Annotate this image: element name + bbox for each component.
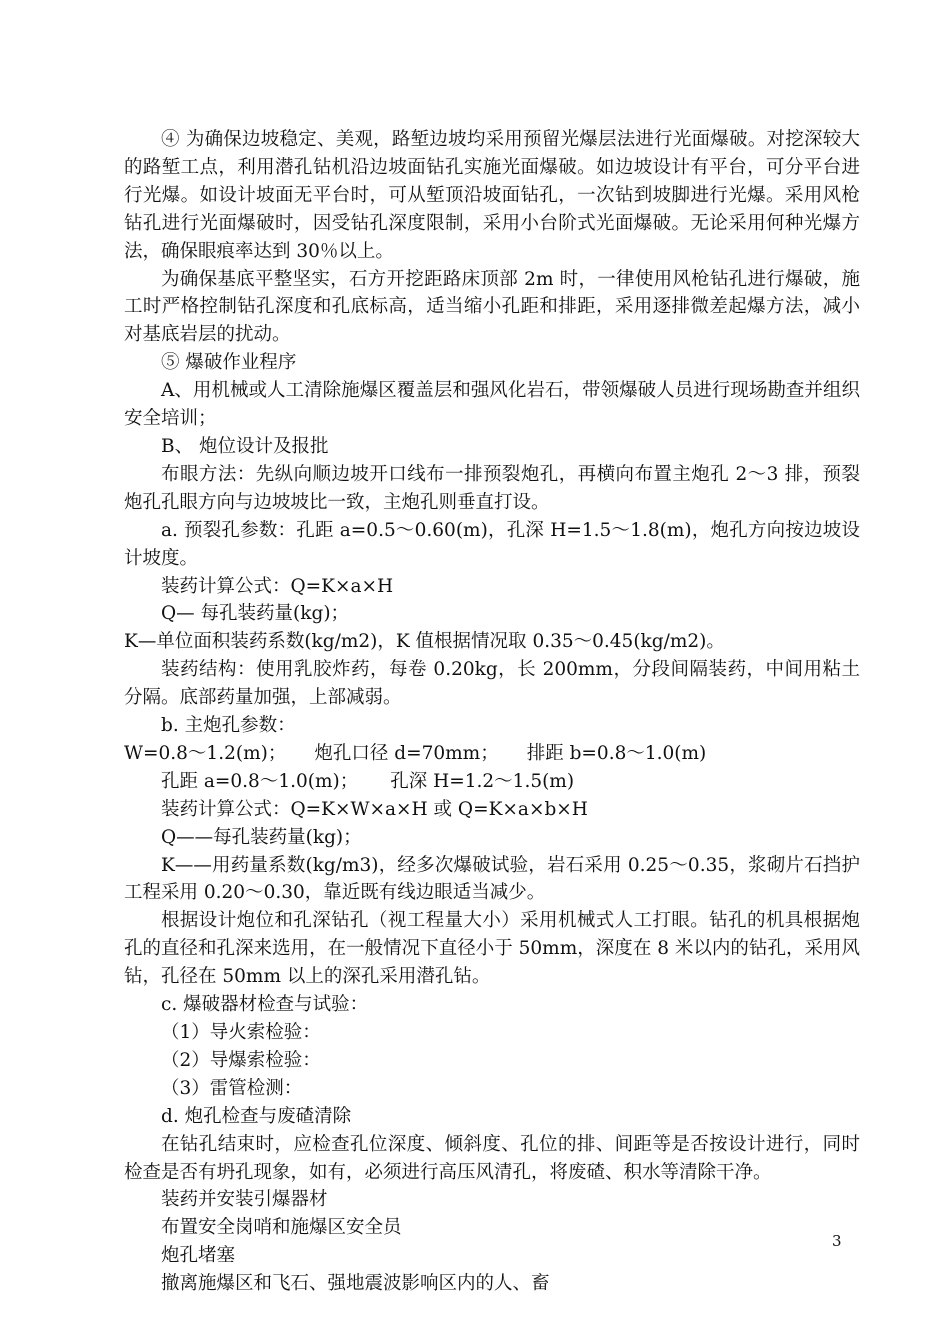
document-body	[124, 126, 860, 1298]
definition-q2: Q——每孔装药量(kg)；	[161, 826, 362, 848]
item-fuse-check: （1）导火索检验：	[161, 1022, 321, 1043]
heading-materials-check: c. 爆破器材检查与试验：	[161, 994, 369, 1016]
formula-presplit: 装药计算公式：Q=K×a×H	[161, 575, 394, 597]
paragraph-presplit-params: a. 预裂孔参数：孔距 a=0.5～0.60(m)，孔深 H=1.5～1.8(m)，炮孔方向按边坡设计坡度。	[124, 519, 860, 569]
main-hole-params-line2	[124, 768, 860, 796]
step-stemming: 炮孔堵塞	[161, 1245, 236, 1267]
definition-k2: K——用药量系数(kg/m3)，经多次爆破试验，岩石采用 0.25～0.35，浆砌片石挡护工程采用 0.20～0.30，靠近既有线边眼适当减少。	[124, 854, 860, 904]
paragraph-hole-check: 在钻孔结束时，应检查孔位深度、倾斜度、孔位的排、间距等是否按设计进行，同时检查是否有坍孔现象，如有，必须进行高压风清孔，将废碴、积水等清除干净。	[124, 1133, 860, 1183]
page-number: 3	[832, 1232, 842, 1250]
step-evacuation: 撤离施爆区和飞石、强地震波影响区内的人、畜	[161, 1273, 550, 1295]
item-detonating-cord-check: （2）导爆索检验：	[161, 1049, 321, 1071]
main-hole-params-line1	[124, 740, 860, 768]
paragraph-base-blasting: 为确保基底平整坚实，石方开挖距路床顶部 2m 时，一律使用风枪钻孔进行爆破，施工时严格控制钻孔深度和孔底标高，适当缩小孔距和排距，采用逐排微差起爆方法，减小对基底岩层的扰动。	[124, 268, 860, 346]
heading-main-hole-params: b. 主炮孔参数：	[161, 715, 296, 737]
formula-main: 装药计算公式：Q=K×W×a×H 或 Q=K×a×b×H	[161, 798, 588, 820]
param-hole-depth: 孔深 H=1.2～1.5(m)	[390, 770, 575, 792]
paragraph-drilling: 根据设计炮位和孔深钻孔（视工程量大小）采用机械式人工打眼。钻孔的机具根据炮孔的直径和孔深来选用，在一般情况下直径小于 50mm，深度在 8 米以内的钻孔，采用风钻，孔径在 50mm 以上的深孔采用潜孔钻。	[124, 910, 860, 988]
definition-q: Q— 每孔装药量(kg)；	[161, 603, 350, 625]
paragraph-step-a: A、用机械或人工清除施爆区覆盖层和强风化岩石，带领爆破人员进行现场勘查并组织安全培训；	[124, 380, 860, 430]
definition-k: K—单位面积装药系数(kg/m2)，K 值根据情况取 0.35～0.45(kg/m2)。	[124, 631, 725, 653]
heading-blasting-procedure: ⑤ 爆破作业程序	[161, 352, 297, 374]
step-safety-guards: 布置安全岗哨和施爆区安全员	[161, 1217, 402, 1239]
paragraph-step-b: B、 炮位设计及报批	[161, 435, 329, 457]
param-row-spacing: 排距 b=0.8～1.0(m)	[526, 742, 707, 764]
step-charging: 装药并安装引爆器材	[161, 1189, 328, 1211]
param-w: W=0.8～1.2(m)；	[124, 742, 287, 764]
heading-hole-check: d. 炮孔检查与废碴清除	[161, 1105, 352, 1127]
paragraph-hole-layout: 布眼方法：先纵向顺边坡开口线布一排预裂炮孔，再横向布置主炮孔 2～3 排，预裂炮孔孔眼方向与边坡坡比一致，主炮孔则垂直打设。	[124, 463, 860, 513]
item-detonator-check: （3）雷管检测：	[161, 1077, 303, 1099]
param-hole-spacing: 孔距 a=0.8～1.0(m)；	[161, 770, 359, 792]
paragraph-charge-structure: 装药结构：使用乳胶炸药，每卷 0.20kg，长 200mm，分段间隔装药，中间用粘土分隔。底部药量加强，上部减弱。	[124, 659, 860, 709]
param-diameter: 炮孔口径 d=70mm；	[314, 742, 499, 764]
paragraph-slope-blasting: ④ 为确保边坡稳定、美观，路堑边坡均采用预留光爆层法进行光面爆破。对挖深较大的路堑工点，利用潜孔钻机沿边坡面钻孔实施光面爆破。如边坡设计有平台，可分平台进行光爆。如设计坡面无平台时，可从堑顶沿坡面钻孔，一次钻到坡脚进行光爆。采用风枪钻孔进行光面爆破时，因受钻孔深度限制，采用小台阶式光面爆破。无论采用何种光爆方法，确保眼痕率达到 30％以上。	[124, 129, 860, 262]
